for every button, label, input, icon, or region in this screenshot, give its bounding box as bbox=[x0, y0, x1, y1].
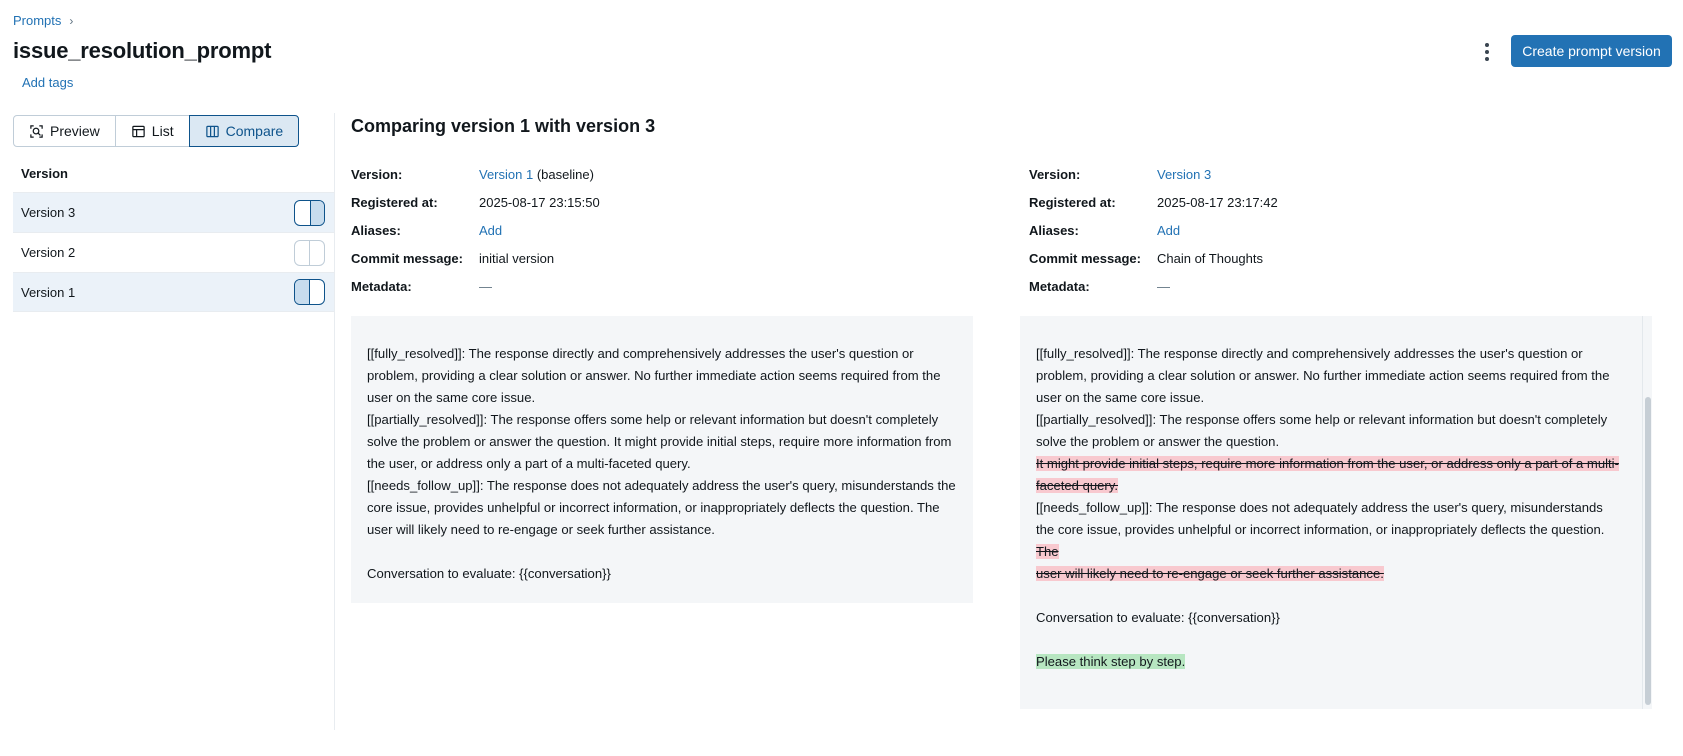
more-options-icon[interactable] bbox=[1475, 40, 1499, 64]
breadcrumb-prompts-link[interactable]: Prompts bbox=[13, 13, 62, 28]
target-metadata-value: — bbox=[1157, 278, 1170, 294]
baseline-version-link[interactable]: Version 1 bbox=[479, 166, 534, 182]
baseline-metadata-value: — bbox=[479, 278, 492, 294]
tab-compare[interactable] bbox=[189, 115, 300, 147]
removed-text: It might provide initial steps, require more information from the user, or address only a part of a multi-faceted query. bbox=[1036, 456, 1619, 493]
create-prompt-version-button[interactable]: Create prompt version bbox=[1511, 35, 1672, 67]
unchanged-text: [[partially_resolved]]: The response offers some help or relevant information but doesn't completely solve the problem or answer the question. bbox=[1036, 412, 1611, 449]
scrollbar-thumb[interactable] bbox=[1645, 397, 1651, 705]
target-metadata bbox=[1029, 160, 1278, 300]
prompt-line: [[fully_resolved]]: The response directly and comprehensively addresses the user's question or problem, providing a clear solution or answer. No further immediate action seems required from the user on the same core issue. bbox=[367, 346, 945, 405]
prompt-line: [[needs_follow_up]]: The response does not adequately address the user's query, misunderstands the core issue, provides unhelpful or incorrect information, or inappropriately deflects the question. bbox=[1036, 500, 1607, 537]
target-registered-at: 2025-08-17 23:17:42 bbox=[1157, 194, 1278, 210]
target-version-link[interactable]: Version 3 bbox=[1157, 166, 1212, 182]
table-icon bbox=[131, 124, 146, 139]
prompt-line bbox=[367, 541, 957, 563]
prompt-line bbox=[1036, 585, 1622, 607]
columns-icon bbox=[205, 124, 220, 139]
view-mode-selector bbox=[13, 115, 299, 147]
tab-list-label: List bbox=[151, 123, 174, 139]
version-row-1[interactable] bbox=[13, 272, 334, 312]
left-panel-divider bbox=[334, 113, 335, 730]
prompt-line: [[fully_resolved]]: The response directly and comprehensively addresses the user's question or problem, providing a clear solution or answer. No further immediate action seems required from the user on the same core issue. bbox=[1036, 346, 1614, 405]
registered-label: Registered at: bbox=[1029, 194, 1116, 210]
prompt-line bbox=[1036, 541, 1622, 563]
target-prompt-panel[interactable] bbox=[1020, 316, 1642, 709]
prompt-line: Conversation to evaluate: {{conversation}} bbox=[1036, 610, 1280, 625]
preview-icon bbox=[29, 124, 44, 139]
added-text: Please think step by step. bbox=[1036, 654, 1186, 669]
tab-preview[interactable] bbox=[13, 115, 116, 147]
version-row-label: Version 2 bbox=[21, 245, 76, 260]
panel-scrollbar[interactable] bbox=[1642, 316, 1652, 709]
aliases-label: Aliases: bbox=[351, 222, 401, 238]
tab-preview-label: Preview bbox=[50, 123, 100, 139]
prompt-line bbox=[1036, 629, 1622, 651]
commit-label: Commit message: bbox=[351, 250, 463, 266]
tab-compare-label: Compare bbox=[225, 123, 284, 139]
baseline-prompt-panel bbox=[351, 316, 973, 603]
prompt-line: [[partially_resolved]]: The response offers some help or relevant information but doesn't completely solve the problem or answer the question. It might provide initial steps, require more information from the user, or address only a part of a multi-faceted query. bbox=[367, 412, 956, 471]
compare-right-toggle[interactable] bbox=[294, 200, 325, 226]
baseline-suffix: (baseline) bbox=[536, 166, 594, 182]
version-row-3[interactable] bbox=[13, 192, 334, 232]
version-list bbox=[13, 192, 334, 312]
version-label: Version: bbox=[1029, 166, 1081, 182]
add-tags-link[interactable]: Add tags bbox=[22, 75, 74, 90]
baseline-registered-at: 2025-08-17 23:15:50 bbox=[479, 194, 600, 210]
version-label: Version: bbox=[351, 166, 403, 182]
compare-title: Comparing version 1 with version 3 bbox=[351, 116, 656, 136]
page-title: issue_resolution_prompt bbox=[13, 38, 272, 63]
baseline-commit-message: initial version bbox=[479, 250, 555, 266]
tab-list[interactable] bbox=[115, 115, 190, 147]
baseline-add-alias-link[interactable]: Add bbox=[479, 222, 503, 238]
registered-label: Registered at: bbox=[351, 194, 438, 210]
aliases-label: Aliases: bbox=[1029, 222, 1079, 238]
breadcrumb bbox=[13, 13, 73, 28]
prompt-line: [[needs_follow_up]]: The response does not adequately address the user's query, misunderstands the core issue, provides unhelpful or incorrect information, or inappropriately deflects the question. The user will likely need to re-engage or seek further assistance. bbox=[367, 478, 960, 537]
compare-left-toggle[interactable] bbox=[294, 279, 325, 305]
baseline-metadata bbox=[351, 160, 600, 300]
version-row-label: Version 3 bbox=[21, 205, 76, 220]
prompt-line bbox=[1036, 453, 1622, 497]
metadata-label: Metadata: bbox=[1029, 278, 1090, 294]
prompt-line bbox=[1036, 563, 1622, 585]
prompt-line bbox=[1036, 651, 1622, 673]
version-row-label: Version 1 bbox=[21, 284, 76, 300]
commit-label: Commit message: bbox=[1029, 250, 1141, 266]
prompt-line bbox=[1036, 409, 1622, 453]
removed-text: The bbox=[1036, 544, 1059, 559]
compare-toggle[interactable] bbox=[294, 240, 325, 266]
metadata-label: Metadata: bbox=[351, 278, 412, 294]
chevron-right-icon: › bbox=[69, 13, 74, 28]
target-add-alias-link[interactable]: Add bbox=[1157, 222, 1181, 238]
version-row-2[interactable] bbox=[13, 232, 334, 272]
target-commit-message: Chain of Thoughts bbox=[1157, 250, 1263, 266]
version-column-header: Version bbox=[21, 166, 68, 181]
prompt-line: Conversation to evaluate: {{conversation}} bbox=[367, 566, 611, 581]
removed-text: user will likely need to re-engage or seek further assistance. bbox=[1036, 566, 1384, 581]
